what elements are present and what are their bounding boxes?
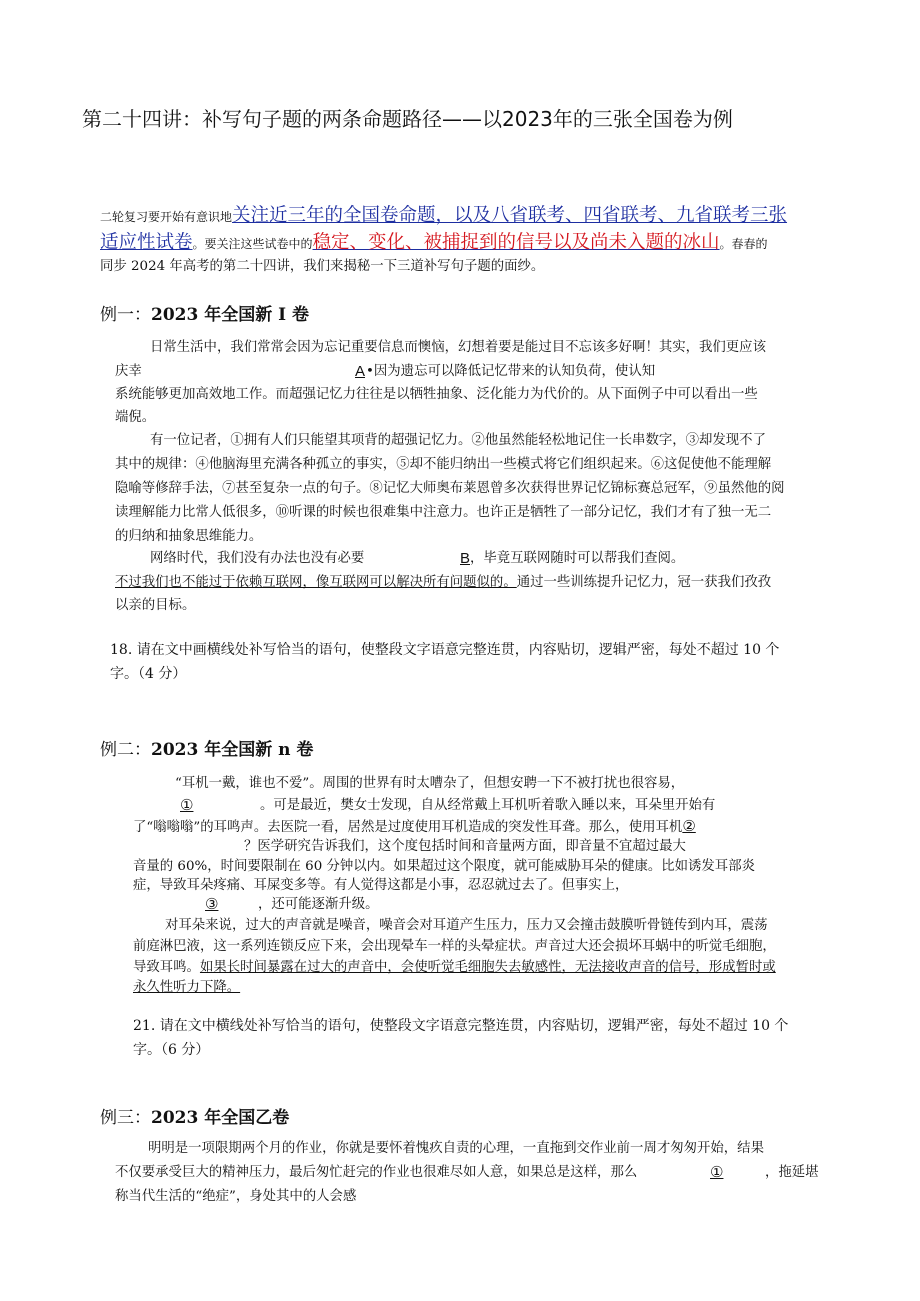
ex2-l10-text: 导致耳鸣。	[133, 960, 200, 975]
question-21-l1: 21. 请在文中横线处补写恰当的语句，使整段文字语意完整连贯，内容贴切，逻辑严密，每处不超过 10 个	[133, 1018, 789, 1034]
ex2-l8: 对耳朵来说，过大的声音就是噪音，噪音会对耳道产生压力，压力又会撞击鼓膜听骨链传到内耳，震荡	[165, 918, 768, 933]
intro-line-3: 同步 2024 年高考的第二十四讲，我们来揭秘一下三道补写句子题的面纱。	[100, 259, 545, 274]
intro-text-3: 。春春的	[719, 237, 768, 251]
blank-marker-b: B	[460, 550, 471, 567]
ex1-p2-l4: 读理解能力比常人低很多，⑩听课的时候也很难集中注意力。也许正是牺牲了一部分记忆，我们才有了独一无二	[115, 505, 772, 520]
ex1-text-2: •因为遗忘可以降低记忆带来的认知负荷，使认知	[366, 364, 656, 379]
ex1-p2-l2: 其中的规律：④他脑海里充满各种孤立的事实，⑤却不能归纳出一些模式将它们组织起来。⑥这促使他不能理解	[115, 457, 772, 472]
ex2-l7: ，还可能逐渐升级。	[258, 897, 379, 912]
ex2-l5: 音量的 60%，时间要限制在 60 分钟以内。如果超过这个限度，就可能威胁耳朵的健康。比如诱发耳部炎	[133, 859, 755, 874]
question-18-l1: 18. 请在文中画横线处补写恰当的语句，使整段文字语意完整连贯，内容贴切，逻辑严密，每处不超过 10 个	[110, 642, 780, 658]
intro-highlight-red: 稳定、变化、被捕捉到的信号以及尚未入题的冰山	[312, 232, 720, 253]
ex1-p3-l2	[115, 570, 771, 595]
example-2-heading	[100, 735, 313, 760]
example-3-heading	[100, 1103, 289, 1128]
ex3-l1: 明明是一项限期两个月的作业，你就是要怀着愧疚自责的心理，一直拖到交作业前一周才匆匆开始，结果	[148, 1141, 764, 1156]
ex3-l3: 称当代生活的“绝症”，身处其中的人会感	[115, 1189, 357, 1204]
blank-marker-ex3-1: ①	[710, 1164, 724, 1181]
ex1-p3-text: 网络时代，我们没有办法也没有必要	[150, 551, 365, 566]
ex2-l3-text: 了“嗡嗡嗡”的耳鸣声。去医院一看，居然是过度使用耳机造成的突发性耳聋。那么，使用耳机	[133, 820, 683, 835]
ex3-l2-text: 不仅要承受巨大的精神压力，最后匆忙赶完的作业也很难尽如人意，如果总是这样，那么	[115, 1165, 638, 1180]
blank-marker-2: ②	[682, 818, 696, 835]
example-1-source: 2023 年全国新 I 卷	[151, 305, 310, 325]
example-1-heading	[100, 300, 309, 325]
ex1-p2-l1: 有一位记者，①拥有人们只能望其项背的超强记忆力。②他虽然能轻松地记住一长串数字，③却发现不了	[150, 433, 766, 448]
ex3-l2	[115, 1160, 835, 1185]
ex1-p2-l5: 的归纳和抽象思维能力。	[115, 529, 263, 544]
ex1-p1-l1: 日常生活中，我们常常会因为忘记重要信息而懊恼，幻想着要是能过目不忘该多好啊！其实，我们更应该	[150, 340, 766, 355]
ex2-l4: ？医学研究告诉我们，这个度包括时间和音量两方面，即音量不宜超过最大	[244, 839, 686, 854]
ex1-p3-text-3: 通过一些训练提升记忆力，冠一获我们孜孜	[516, 575, 772, 590]
intro-text-2: 。要关注这些试卷中的	[192, 237, 313, 251]
underlined-sentence-2b: 永久性听力下降。	[133, 980, 241, 995]
blank-marker-1: ①	[180, 797, 194, 814]
ex2-l11	[133, 975, 240, 1000]
underlined-sentence-2: 如果长时间暴露在过大的声音中，会使听觉毛细胞失去敏感性，无法接收声音的信号，形成暂时或	[199, 960, 776, 975]
ex1-p2-l3: 隐喻等修辞手法，⑦甚至复杂一点的句子。⑧记忆大师奥布莱恩曾多次获得世界记忆锦标赛总冠军，⑨虽然他的阅	[115, 481, 785, 496]
ex1-p3-l1	[150, 546, 850, 571]
ex1-p3-text-2: ，毕竟互联网随时可以帮我们查阅。	[470, 551, 685, 566]
ex1-p1-l3: 系统能够更加高效地工作。而超强记忆力往往是以牺牲抽象、泛化能力为代价的。从下面例子中可以看出一些	[115, 387, 758, 402]
ex2-l2: 。可是最近，樊女士发现，自从经常戴上耳机听着歌入睡以来，耳朵里开始有	[260, 798, 716, 813]
page-title: 第二十四讲：补写句子题的两条命题路径——以2023年的三张全国卷为例	[82, 107, 733, 131]
question-21-l2: 字。（6 分）	[133, 1042, 210, 1058]
underlined-sentence: 不过我们也不能过于依赖互联网，像互联网可以解决所有问题似的。	[115, 575, 517, 590]
blank-marker-3: ③	[205, 896, 219, 913]
ex1-p1-l2	[115, 359, 815, 384]
ex1-text: 庆幸	[115, 364, 142, 379]
intro-highlight-blue: 关注近三年的全国卷命题，以及八省联考、四省联考、九省联考三张	[232, 205, 788, 226]
ex2-l9: 前庭淋巴液，这一系列连锁反应下来，会出现晕车一样的头晕症状。声音过大还会损坏耳蜗中的听觉毛细胞，	[133, 939, 776, 954]
intro-highlight-blue-2: 适应性试卷	[100, 232, 193, 253]
example-2-source: 2023 年全国新 n 卷	[151, 740, 314, 760]
example-2-label: 例二：	[100, 740, 151, 760]
ex2-l1: “耳机一戴，谁也不爱”。周围的世界有时太嘈杂了，但想安聘一下不被打扰也很容易，	[175, 776, 685, 791]
ex2-l6: 症，导致耳朵疼痛、耳屎变多等。有人觉得这都是小事，忍忍就过去了。但事实上，	[133, 878, 629, 893]
example-3-label: 例三：	[100, 1108, 151, 1128]
intro-line-1	[100, 203, 787, 230]
intro-text: 二轮复习要开始有意识地	[100, 210, 233, 224]
intro-line-2	[100, 230, 768, 257]
blank-marker-a: A	[355, 363, 366, 380]
question-18-l2: 字。（4 分）	[110, 666, 187, 682]
ex1-p3-l3: 以亲的目标。	[115, 598, 196, 613]
ex1-p1-l4: 端倪。	[115, 410, 156, 425]
example-1-label: 例一：	[100, 305, 151, 325]
ex3-l2-text-2: ，拖延堪	[765, 1165, 819, 1180]
example-3-source: 2023 年全国乙卷	[151, 1108, 290, 1128]
